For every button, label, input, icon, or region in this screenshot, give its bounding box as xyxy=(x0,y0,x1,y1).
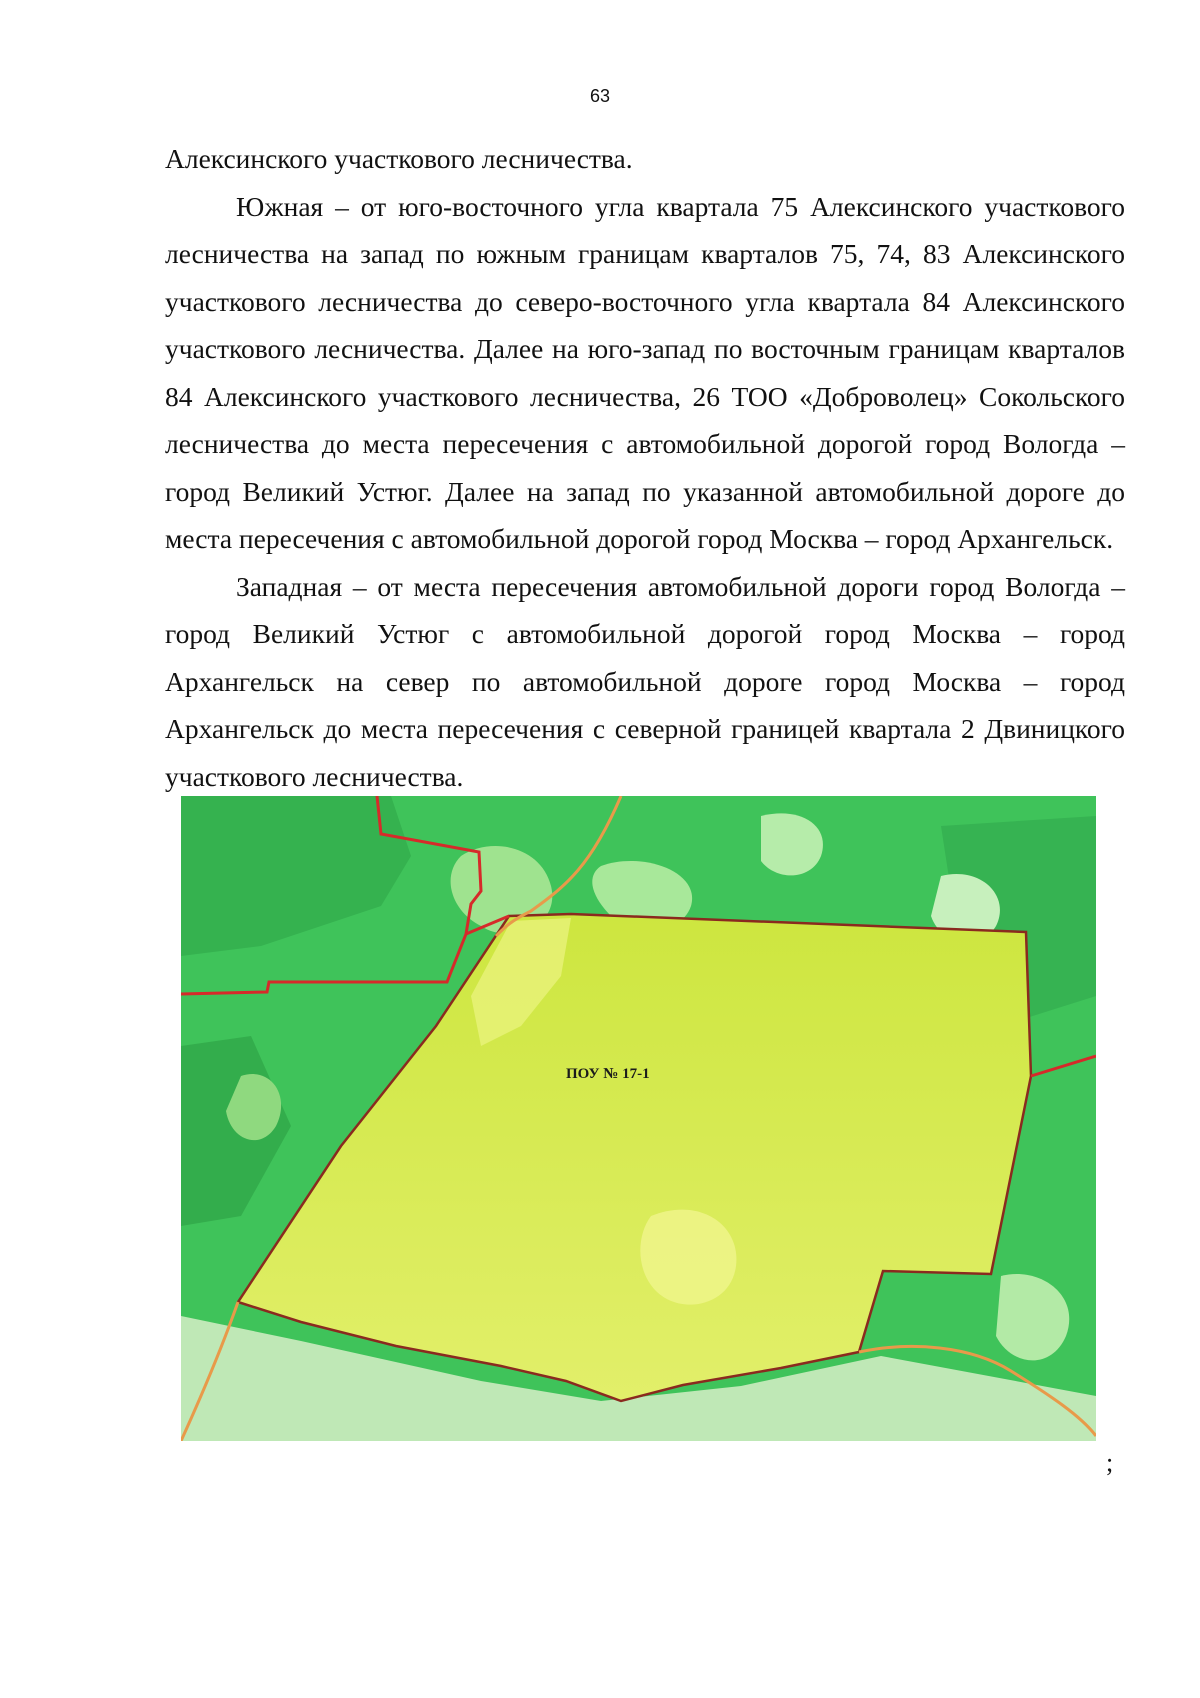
page-number: 63 xyxy=(589,86,611,106)
paragraph-south-boundary: Южная – от юго-восточного угла квартала 75 Алексинского участкового лесничества на запад по южным границам кварталов 75, 74, 83 Алексинского участкового лесничества до северо-восточного угла квартала 84 Алексинского участкового лесничества. Далее на юго-запад по восточным границам кварталов 84 Алексинского участкового лесничества, 26 ТОО «Доброволец» Сокольского лесничества до места пересечения с автомобильной дорогой город Вологда – город Великий Устюг. Далее на запад по указанной автомобильной дороге до места пересечения с автомобильной дорогой город Москва – город Архангельск. xyxy=(165,190,1125,554)
end-mark: ; xyxy=(1106,1448,1114,1477)
body-text xyxy=(165,135,1125,800)
map-image xyxy=(181,796,1096,1441)
protective-zone-label: ПОУ № 17-1 xyxy=(566,1066,650,1082)
paragraph-continuation: Алексинского участкового лесничества. xyxy=(165,143,633,174)
paragraph-west-boundary: Западная – от места пересечения автомобильной дороги город Вологда – город Великий Устюг с автомобильной дорогой город Москва – город Архангельск на север по автомобильной дороге город Москва – город Архангельск до места пересечения с северной границей квартала 2 Двиницкого участкового лесничества. xyxy=(165,570,1125,792)
map-figure xyxy=(181,796,1096,1441)
